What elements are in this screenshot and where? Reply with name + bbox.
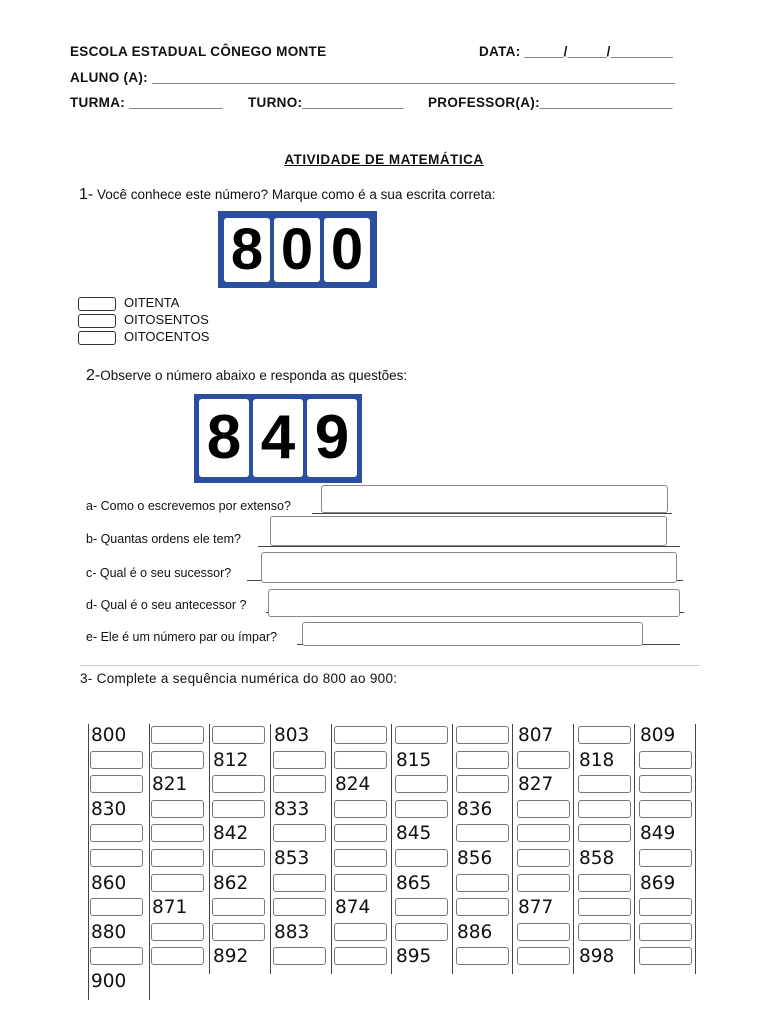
sequence-blank-cell[interactable] — [271, 872, 330, 895]
checkbox[interactable] — [78, 297, 116, 311]
sequence-blank-cell[interactable] — [210, 724, 269, 747]
sequence-blank-cell[interactable] — [88, 847, 147, 870]
sequence-blank-cell[interactable] — [271, 773, 330, 796]
question-2 — [86, 367, 407, 385]
question-3 — [80, 671, 397, 686]
sequence-blank-cell[interactable] — [210, 921, 269, 944]
sequence-number-cell: 853 — [274, 848, 310, 869]
grid-line — [452, 724, 453, 974]
question-2-text: Observe o número abaixo e responda as questões: — [100, 368, 408, 383]
sequence-blank-cell[interactable] — [149, 749, 208, 772]
sequence-blank-cell[interactable] — [515, 749, 574, 772]
digit: 4 — [253, 399, 303, 477]
option-oitenta[interactable]: OITENTA — [78, 295, 179, 311]
sequence-blank-cell[interactable] — [332, 749, 391, 772]
grid-line — [391, 724, 392, 974]
digit: 0 — [274, 218, 320, 282]
sequence-number-cell: 900 — [91, 971, 127, 992]
sequence-blank-cell[interactable] — [88, 945, 147, 968]
answer-2c-field[interactable] — [261, 552, 677, 583]
sequence-blank-cell[interactable] — [210, 773, 269, 796]
sequence-blank-cell[interactable] — [454, 773, 513, 796]
sequence-number-cell: 877 — [518, 897, 554, 919]
grid-line — [149, 724, 150, 1000]
checkbox[interactable] — [78, 331, 116, 345]
shift-field[interactable]: TURNO:_____________ — [248, 95, 404, 110]
sequence-blank-cell[interactable] — [88, 749, 147, 772]
sequence-number-cell: 815 — [396, 749, 432, 771]
answer-2a-field[interactable] — [321, 485, 668, 513]
sequence-number-cell: 865 — [396, 872, 432, 894]
answer-2e-field[interactable] — [302, 622, 643, 646]
sequence-number-cell: 849 — [640, 823, 676, 845]
grid-line — [209, 724, 210, 974]
sequence-blank-cell[interactable] — [210, 798, 269, 821]
sequence-blank-cell[interactable] — [332, 724, 391, 747]
digit: 0 — [324, 218, 370, 282]
sequence-blank-cell[interactable] — [515, 798, 574, 821]
option-oitosentos[interactable]: OITOSENTOS — [78, 312, 209, 328]
sequence-blank-cell[interactable] — [149, 945, 208, 968]
sequence-blank-cell[interactable] — [88, 822, 147, 845]
grid-line — [331, 724, 332, 974]
sequence-blank-cell[interactable] — [515, 822, 574, 845]
sequence-number-cell: 827 — [518, 774, 554, 796]
sequence-number-cell: 856 — [457, 848, 493, 869]
sequence-number-cell: 886 — [457, 921, 493, 943]
school-name: ESCOLA ESTADUAL CÔNEGO MONTE — [70, 44, 327, 59]
sequence-number-cell: 874 — [335, 897, 371, 919]
sequence-number-cell: 892 — [213, 946, 249, 968]
sequence-blank-cell[interactable] — [332, 921, 391, 944]
sequence-blank-cell[interactable] — [271, 945, 330, 968]
teacher-field[interactable]: PROFESSOR(A):_________________ — [428, 95, 673, 110]
sequence-blank-cell[interactable] — [515, 945, 574, 968]
grid-line — [695, 724, 696, 974]
sequence-number-cell: 833 — [274, 798, 310, 820]
sequence-blank-cell[interactable] — [88, 896, 147, 919]
answer-2d-field[interactable] — [268, 589, 680, 617]
sequence-number-cell: 862 — [213, 872, 249, 894]
checkbox[interactable] — [78, 314, 116, 328]
sequence-blank-cell[interactable] — [149, 724, 208, 747]
sequence-blank-cell[interactable] — [393, 896, 452, 919]
sequence-blank-cell[interactable] — [393, 847, 452, 870]
student-field[interactable]: ALUNO (A): ___________________________________________________________________ — [70, 70, 676, 85]
sequence-blank-cell[interactable] — [149, 872, 208, 895]
sequence-blank-cell[interactable] — [149, 798, 208, 821]
sequence-number-cell: 821 — [152, 774, 188, 796]
sequence-blank-cell[interactable] — [332, 822, 391, 845]
sequence-blank-cell[interactable] — [576, 798, 635, 821]
number-card-800 — [218, 211, 377, 288]
sequence-blank-cell[interactable] — [576, 724, 635, 747]
sequence-blank-cell[interactable] — [454, 749, 513, 772]
sequence-blank-cell[interactable] — [515, 872, 574, 895]
sequence-number-cell: 869 — [640, 872, 676, 894]
answer-2b-field[interactable] — [270, 516, 667, 546]
sequence-blank-cell[interactable] — [454, 872, 513, 895]
sequence-number-cell: 860 — [91, 872, 127, 894]
sequence-blank-cell[interactable] — [454, 822, 513, 845]
sequence-blank-cell[interactable] — [637, 896, 696, 919]
sequence-number-cell: 830 — [91, 798, 127, 820]
underline — [258, 546, 680, 547]
sequence-blank-cell[interactable] — [332, 872, 391, 895]
question-3-text: Complete a sequência numérica do 800 ao 900: — [96, 671, 398, 686]
sequence-blank-cell[interactable] — [637, 945, 696, 968]
sequence-number-cell: 880 — [91, 921, 127, 943]
sequence-number-cell: 809 — [640, 725, 676, 746]
underline — [312, 513, 672, 514]
divider — [80, 665, 700, 666]
question-3-number: 3- — [80, 671, 93, 686]
sequence-blank-cell[interactable] — [454, 945, 513, 968]
sequence-blank-cell[interactable] — [637, 798, 696, 821]
sequence-number-cell: 895 — [396, 946, 432, 968]
sequence-blank-cell[interactable] — [271, 749, 330, 772]
sequence-number-cell: 824 — [335, 774, 371, 796]
question-2-number: 2- — [86, 367, 101, 384]
sequence-number-cell: 803 — [274, 725, 310, 746]
sequence-blank-cell[interactable] — [576, 773, 635, 796]
sequence-blank-cell[interactable] — [149, 822, 208, 845]
sequence-blank-cell[interactable] — [332, 847, 391, 870]
sequence-blank-cell[interactable] — [393, 921, 452, 944]
sequence-blank-cell[interactable] — [637, 773, 696, 796]
sequence-blank-cell[interactable] — [393, 724, 452, 747]
sequence-blank-cell[interactable] — [393, 773, 452, 796]
sequence-blank-cell[interactable] — [271, 822, 330, 845]
sequence-blank-cell[interactable] — [210, 896, 269, 919]
question-2a: a- Como o escrevemos por extenso? — [86, 499, 291, 513]
digit: 8 — [199, 399, 249, 477]
sequence-blank-cell[interactable] — [637, 749, 696, 772]
sequence-blank-cell[interactable] — [149, 847, 208, 870]
question-2c: c- Qual é o seu sucessor? — [86, 566, 232, 580]
sequence-blank-cell[interactable] — [271, 896, 330, 919]
sequence-number-cell: 845 — [396, 823, 432, 845]
sequence-number-cell: 898 — [579, 946, 615, 968]
sequence-blank-cell[interactable] — [576, 921, 635, 944]
sequence-blank-cell[interactable] — [88, 773, 147, 796]
sequence-blank-cell[interactable] — [576, 896, 635, 919]
date-field[interactable]: DATA: _____/_____/________ — [479, 44, 674, 59]
sequence-number-cell: 818 — [579, 749, 615, 771]
question-1-text: Você conhece este número? Marque como é a sua escrita correta: — [97, 187, 496, 202]
question-2b: b- Quantas ordens ele tem? — [86, 532, 241, 546]
sequence-blank-cell[interactable] — [454, 724, 513, 747]
class-field[interactable]: TURMA: ____________ — [70, 95, 223, 110]
grid-line — [270, 724, 271, 974]
sequence-number-cell: 807 — [518, 725, 554, 746]
option-oitocentos[interactable]: OITOCENTOS — [78, 329, 209, 345]
sequence-blank-cell[interactable] — [576, 872, 635, 895]
sequence-blank-cell[interactable] — [576, 822, 635, 845]
sequence-blank-cell[interactable] — [393, 798, 452, 821]
sequence-blank-cell[interactable] — [332, 798, 391, 821]
page-title: ATIVIDADE DE MATEMÁTICA — [284, 152, 484, 167]
sequence-number-cell: 836 — [457, 798, 493, 820]
grid-line — [88, 724, 89, 1000]
sequence-number-cell: 871 — [152, 897, 188, 919]
question-1 — [79, 186, 495, 204]
digit: 8 — [224, 218, 270, 282]
grid-line — [573, 724, 574, 974]
sequence-blank-cell[interactable] — [210, 847, 269, 870]
grid-line — [634, 724, 635, 974]
question-1-number: 1- — [79, 186, 94, 203]
sequence-blank-cell[interactable] — [637, 847, 696, 870]
sequence-blank-cell[interactable] — [515, 921, 574, 944]
sequence-blank-cell[interactable] — [454, 896, 513, 919]
sequence-blank-cell[interactable] — [637, 921, 696, 944]
sequence-number-cell: 883 — [274, 921, 310, 943]
sequence-blank-cell[interactable] — [149, 921, 208, 944]
number-card-849 — [194, 394, 362, 483]
sequence-number-cell: 858 — [579, 848, 615, 869]
sequence-number-cell: 812 — [213, 749, 249, 771]
sequence-number-cell: 800 — [91, 725, 127, 746]
grid-line — [512, 724, 513, 974]
sequence-blank-cell[interactable] — [332, 945, 391, 968]
question-2d: d- Qual é o seu antecessor ? — [86, 598, 247, 612]
digit: 9 — [307, 399, 357, 477]
sequence-number-cell: 842 — [213, 823, 249, 845]
question-2e: e- Ele é um número par ou ímpar? — [86, 630, 278, 644]
sequence-blank-cell[interactable] — [515, 847, 574, 870]
